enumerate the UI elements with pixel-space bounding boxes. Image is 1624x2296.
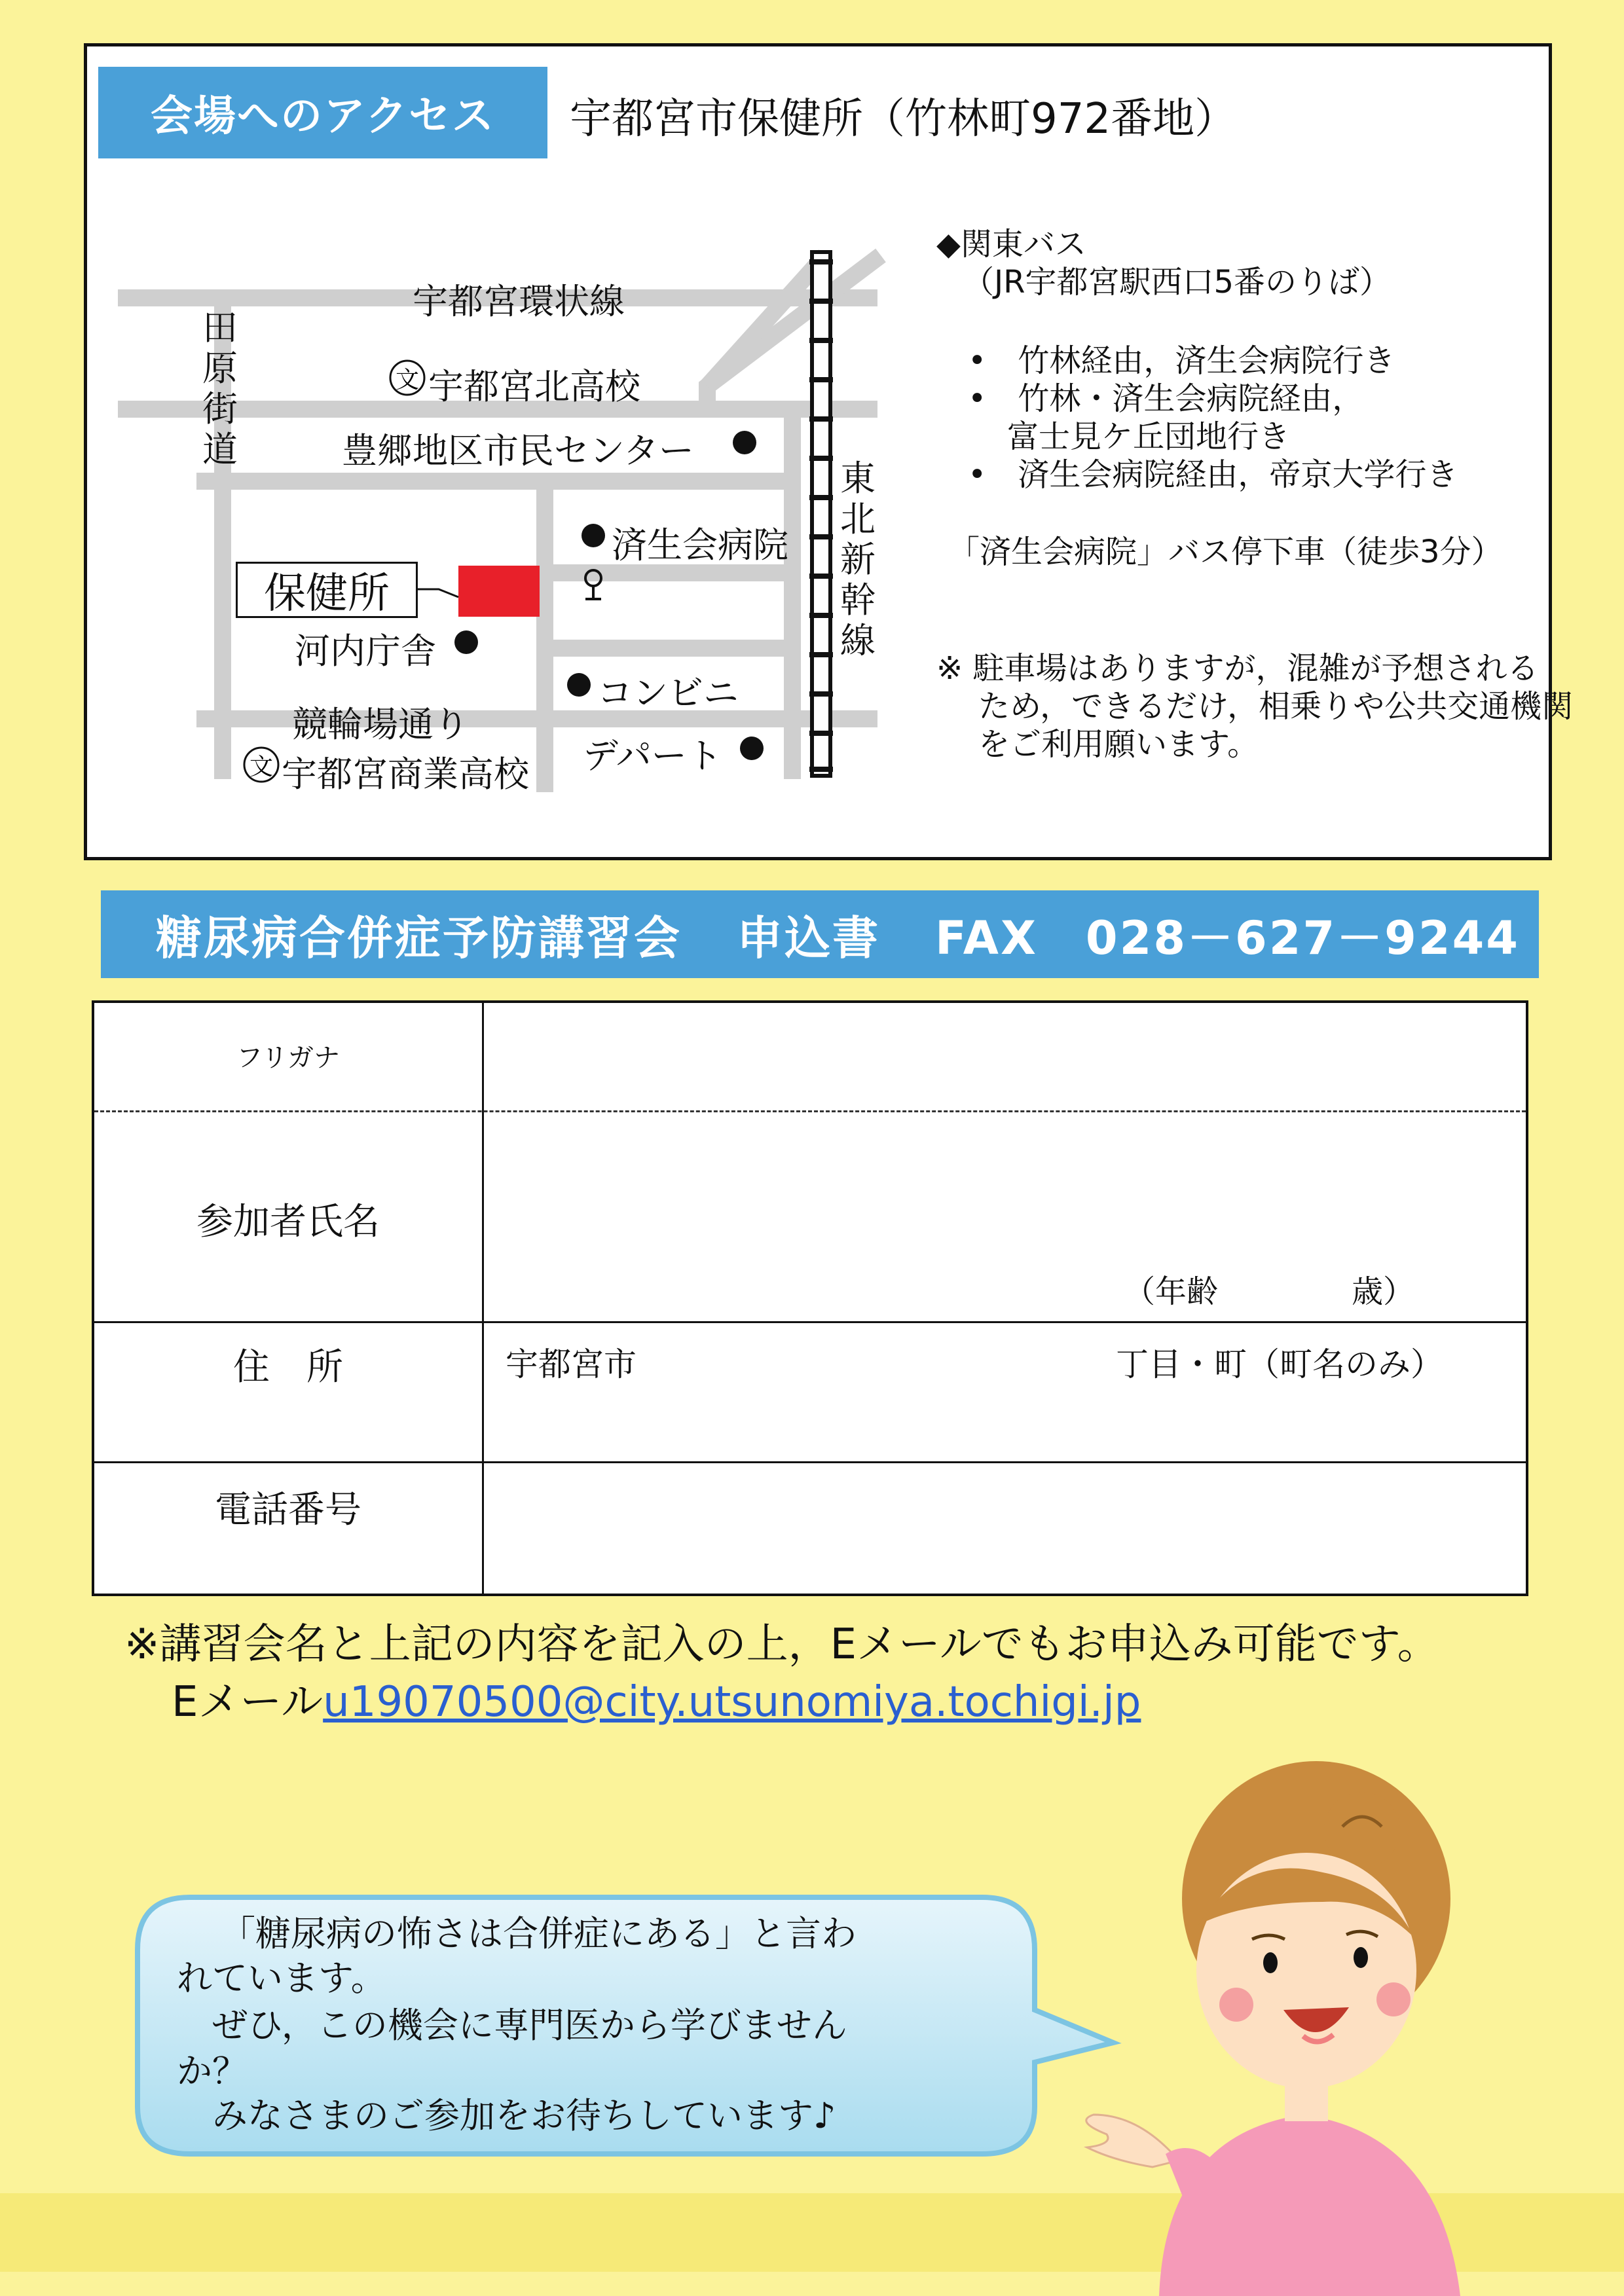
kita-hs-label: 宇都宮北高校 (428, 366, 640, 407)
saiseikai-label: 済生会病院 (612, 524, 788, 566)
form-fax: FAX 028－627－9244 (935, 911, 1520, 965)
parking-note-2: ため，できるだけ，相乗りや公共交通機関 (978, 688, 1574, 725)
parking-note-3: をご利用願います。 (978, 726, 1259, 763)
bus-getoff: 「済生会病院」バス停下車（徒歩3分） (948, 534, 1503, 570)
address-label: 住 所 (233, 1346, 343, 1389)
email-label: Eメール (172, 1678, 323, 1726)
furigana-label: フリガナ (236, 1043, 340, 1073)
konbini-label: コンビニ (597, 672, 739, 714)
bus-route-1: • 竹林経由，済生会病院行き (968, 342, 1395, 379)
keirin-road-label: 競輪場通り (292, 704, 469, 745)
tahara-road-label: 田原街道 (202, 307, 238, 470)
bubble-line-1: 「糖尿病の怖さは合併症にある」と言わ (220, 1913, 857, 1954)
bus-stop: （JR宇都宮駅西口5番のりば） (963, 264, 1392, 301)
form-title: 糖尿病合併症予防講習会 (156, 911, 682, 965)
name-label: 参加者氏名 (196, 1201, 380, 1243)
bubble-line-4: か？ (177, 2050, 248, 2092)
form-subtitle: 申込書 (737, 911, 880, 965)
bus-route-2: • 竹林・済生会病院経由， (968, 380, 1364, 417)
bus-route-2-cont: 富士見ケ丘団地行き (1007, 418, 1291, 455)
email-note: ※講習会名と上記の内容を記入の上，Eメールでもお申込み可能です。 (124, 1620, 1439, 1669)
shinkansen-label: 東北新幹線 (840, 458, 876, 661)
woman-character-illustration (1086, 1761, 1460, 2296)
phone-label: 電話番号 (215, 1489, 361, 1531)
address-suffix: 丁目・町（町名のみ） (1116, 1345, 1443, 1383)
age-close: 歳） (1352, 1273, 1415, 1310)
kawachi-label: 河内庁舎 (295, 630, 436, 672)
ring-road-label: 宇都宮環状線 (413, 281, 625, 322)
bubble-line-5: みなさまのご参加をお待ちしています♪ (177, 2095, 836, 2136)
svg-text:文: 文 (395, 367, 420, 393)
age-open: （年齢 (1124, 1273, 1219, 1310)
shogyo-hs-label: 宇都宮商業高校 (282, 754, 529, 795)
svg-text:文: 文 (249, 754, 274, 780)
hogo-center-label: 豊郷地区市民センター (342, 430, 694, 471)
venue-address: 宇都宮市保健所（竹林町972番地） (570, 95, 1237, 143)
hokenjo-label: 保健所 (236, 562, 418, 618)
parking-note-1: ※ 駐車場はありますが，混雑が予想される (936, 650, 1539, 687)
depart-label: デパート (583, 735, 722, 776)
access-header: 会場へのアクセス (98, 67, 547, 158)
bus-route-3: • 済生会病院経由，帝京大学行き (968, 456, 1458, 493)
bubble-line-3: ぜひ，この機会に専門医から学びません (177, 2005, 847, 2046)
bubble-line-2: れています。 (177, 1958, 386, 1999)
bus-title: ◆関東バス (936, 226, 1086, 263)
address-city: 宇都宮市 (506, 1345, 637, 1383)
email-link[interactable]: u19070500@city.utsunomiya.tochigi.jp (323, 1678, 1141, 1726)
